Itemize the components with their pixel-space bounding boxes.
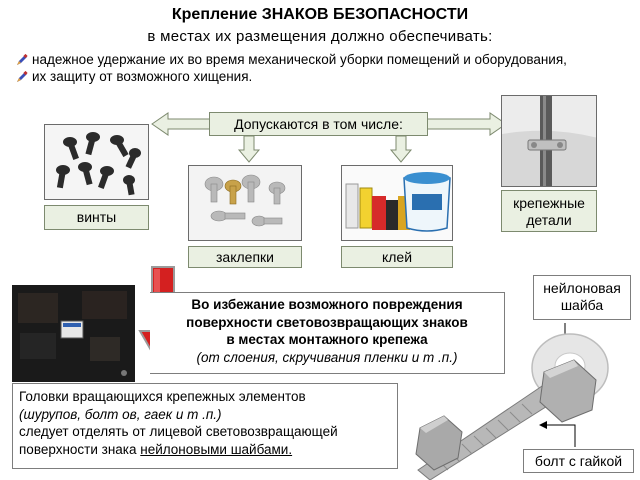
- rivets-image: [188, 165, 302, 241]
- bullet-text: их защиту от возможного хищения.: [32, 69, 253, 84]
- slide-title: Крепление ЗНАКОВ БЕЗОПАСНОСТИ: [171, 6, 469, 23]
- screws-icon: [45, 125, 149, 200]
- glue-label: клей: [341, 246, 453, 268]
- warning-line-2: поверхности световозвращающих знаков: [186, 314, 468, 330]
- note-line-4-underlined: нейлоновыми шайбами.: [140, 441, 293, 457]
- fasteners-label: [501, 190, 597, 232]
- screws-label: винты: [44, 205, 149, 230]
- sign-photo-icon: [12, 285, 135, 382]
- note-line-1: Головки вращающихся крепежных элементов: [19, 389, 306, 404]
- fasteners-icon: [502, 96, 597, 187]
- bolt-tag: болт с гайкой: [523, 449, 634, 473]
- warning-line-4: (от слоения, скручивания пленки и т .п.): [196, 349, 458, 365]
- slide-subtitle: в местах их размещения должно обеспечивать:: [147, 28, 493, 45]
- note-line-3: следует отделять от лицевой световозвращающей: [19, 424, 338, 439]
- fasteners-image: [501, 95, 597, 187]
- note-line-2: (шурупов, болт ов, гаек и т .п.): [19, 406, 222, 422]
- rivets-label: заклепки: [188, 246, 302, 268]
- warning-line-1: Во избежание возможного повреждения: [191, 297, 463, 312]
- bullet-text: надежное удержание их во время механической уборки помещений и оборудования,: [32, 52, 567, 67]
- screws-image: [44, 124, 149, 200]
- rivets-icon: [189, 166, 302, 241]
- glue-icon: [342, 166, 453, 241]
- warning-line-3: в местах монтажного крепежа: [226, 332, 428, 347]
- fasteners-label-text: крепежные детали: [513, 195, 585, 228]
- glue-image: [341, 165, 453, 241]
- sign-photo: [12, 285, 135, 382]
- allowed-label: Допускаются в том числе:: [209, 112, 428, 136]
- note-line-4-text: поверхности знака: [19, 441, 141, 457]
- note-line-4: [19, 441, 391, 459]
- washer-tag: [533, 275, 631, 320]
- bottom-note-box: [12, 383, 398, 469]
- washer-tag-text: нейлоновая шайба: [543, 280, 621, 313]
